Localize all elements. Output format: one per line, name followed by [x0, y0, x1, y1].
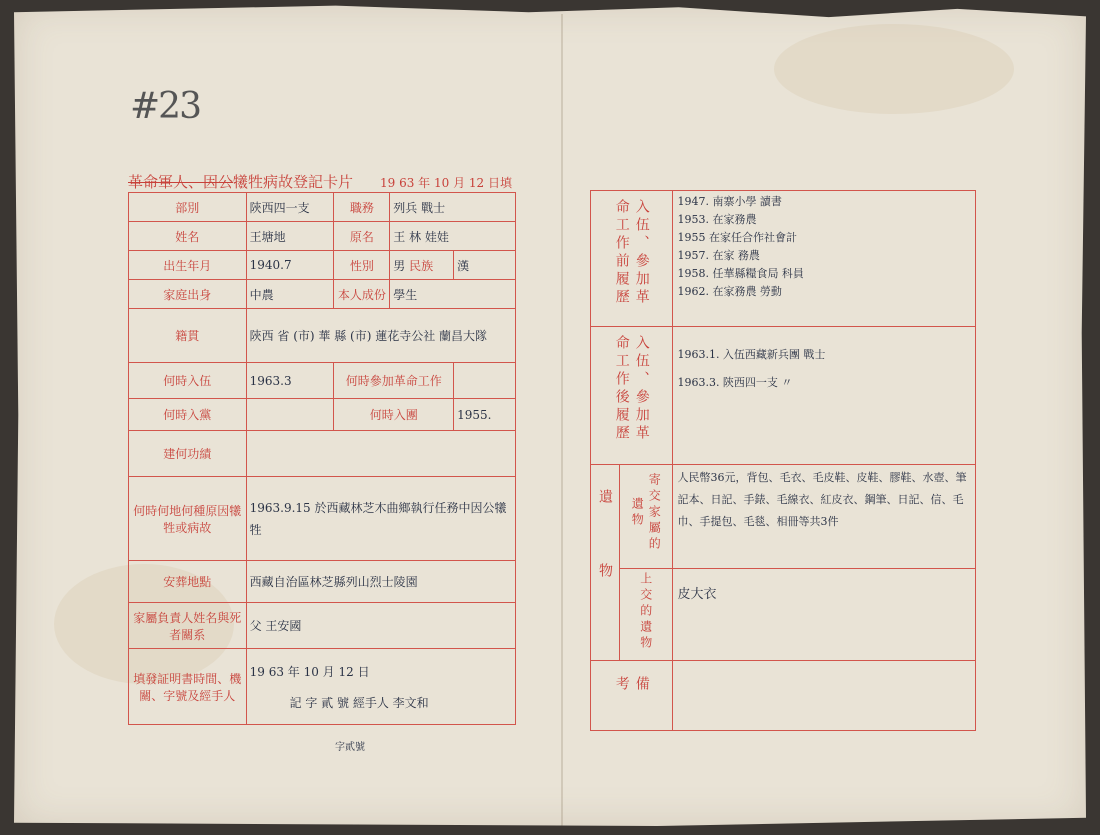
value-sex: [390, 251, 454, 280]
after-entry: 1963.1. 入伍西藏新兵團 戰士: [677, 348, 826, 361]
row-name: [129, 222, 516, 251]
before-entry: 1947. 南寨小學 讀書: [677, 195, 782, 208]
label-relative: 家屬負責人姓名與死者關系: [129, 603, 247, 649]
certificate-handler: 記 字 貳 號 經手人 李文和: [289, 695, 429, 710]
section-relics-submitted: [591, 569, 976, 661]
after-entries: [673, 327, 976, 465]
section-before: [591, 191, 976, 327]
section-after: [591, 327, 976, 465]
label-join-work: 何時參加革命工作: [334, 363, 454, 399]
label-status: 本人成份: [334, 280, 390, 309]
relics-submitted-text: 皮大衣: [673, 569, 976, 661]
label-relics-submitted: 上交的遺物: [638, 572, 653, 652]
before-entry: 1957. 在家 務農: [677, 249, 760, 262]
value-position: 列兵 戰士: [390, 193, 516, 222]
row-enlist: [129, 363, 516, 399]
value-ethnicity: 漢: [454, 251, 516, 280]
form-date: 19 63 年 10 月 12 日填: [380, 176, 512, 190]
label-before-cell: [591, 191, 673, 327]
row-certificate: [129, 649, 516, 725]
label-relics-submitted-cell: [620, 569, 673, 661]
label-death: 何時何地何種原因犧牲或病故: [129, 477, 247, 561]
label-relics-outer: 遺物: [597, 488, 613, 637]
label-relics-family: 寄交家屬的遺物: [630, 473, 662, 553]
label-ethnicity: 民族: [409, 258, 434, 273]
after-entry: 1963.3. 陝西四一支 〃: [677, 376, 793, 389]
row-death: [129, 477, 516, 561]
label-remarks: 備考: [613, 676, 650, 710]
section-relics: [591, 465, 976, 569]
label-relics-family-cell: [620, 465, 673, 569]
value-burial: 西藏自治區林芝縣列山烈士陵園: [246, 561, 515, 603]
label-relics-outer-cell: [591, 465, 620, 661]
before-entry: 1953. 在家務農: [677, 213, 757, 226]
row-burial: [129, 561, 516, 603]
row-native: [129, 309, 516, 363]
label-merit: 建何功績: [129, 431, 247, 477]
value-name: 王塘地: [246, 222, 334, 251]
label-native: 籍貫: [129, 309, 247, 363]
paper-stain: [774, 24, 1014, 114]
label-former-name: 原名: [334, 222, 390, 251]
before-entries: [673, 191, 976, 327]
remarks-value: [673, 661, 976, 731]
right-form-table: [590, 190, 976, 731]
title-end: 登記卡片: [293, 173, 354, 191]
label-certificate: 填發証明書時間、機關、字號及經手人: [129, 649, 247, 725]
label-name: 姓名: [129, 222, 247, 251]
title-rest: 犧牲病故: [233, 173, 294, 191]
value-sex-text: 男: [393, 258, 406, 273]
row-party: [129, 399, 516, 431]
label-party: 何時入黨: [129, 399, 247, 431]
before-entry: 1958. 任華縣糧食局 科員: [677, 267, 804, 280]
row-family: [129, 280, 516, 309]
row-relative: [129, 603, 516, 649]
before-entry: 1962. 在家務農 勞動: [677, 285, 782, 298]
label-unit: 部別: [129, 193, 247, 222]
value-league: 1955.: [454, 399, 516, 431]
certificate-subnote: 字貳號: [335, 742, 365, 753]
row-birth: [129, 251, 516, 280]
label-after: 入伍、參加革命工作後履歷: [613, 335, 650, 443]
row-merit: [129, 431, 516, 477]
label-after-cell: [591, 327, 673, 465]
label-burial: 安葬地點: [129, 561, 247, 603]
label-birth: 出生年月: [129, 251, 247, 280]
value-merit: [246, 431, 515, 477]
left-form-table: [128, 192, 516, 725]
label-league: 何時入團: [334, 399, 454, 431]
value-native: 陝西 省 (市) 華 縣 (市) 蓮花寺公社 蘭昌大隊: [246, 309, 515, 363]
value-join-work: [454, 363, 516, 399]
label-sex: 性別: [334, 251, 390, 280]
value-party: [246, 399, 334, 431]
title-struck-2: 因公: [203, 173, 234, 191]
certificate-date: 19 63 年 10 月 12 日: [249, 664, 370, 679]
value-status: 學生: [390, 280, 516, 309]
value-birth: 1940.7: [246, 251, 334, 280]
label-before: 入伍、參加革命工作前履歷: [613, 199, 650, 307]
label-position: 職務: [334, 193, 390, 222]
label-remarks-cell: [591, 661, 673, 731]
value-enlist: 1963.3: [246, 363, 334, 399]
row-unit: [129, 193, 516, 222]
label-family: 家庭出身: [129, 280, 247, 309]
title-struck: 革命軍人、: [128, 173, 204, 191]
relics-family-text: 人民幣36元，背包、毛衣、毛皮鞋、皮鞋、膠鞋、水壺、筆記本、日記、手錶、毛線衣、紅皮衣、鋼筆、日記、信、毛巾、手提包、毛毯、相冊等共3件: [673, 465, 976, 569]
value-certificate: [246, 649, 515, 725]
value-unit: 陝西四一支: [246, 193, 334, 222]
section-remarks: [591, 661, 976, 731]
before-entry: 1955 在家任合作社會計: [677, 231, 797, 244]
label-enlist: 何時入伍: [129, 363, 247, 399]
form-title: [128, 171, 353, 192]
value-family: 中農: [246, 280, 334, 309]
value-death: 1963.9.15 於西藏林芝木曲鄉執行任務中因公犧牲: [246, 477, 515, 561]
value-relative: 父 王安國: [246, 603, 515, 649]
archive-number: #23: [130, 86, 200, 127]
value-former-name: 王 林 娃娃: [390, 222, 516, 251]
paper-fold: [561, 14, 563, 829]
